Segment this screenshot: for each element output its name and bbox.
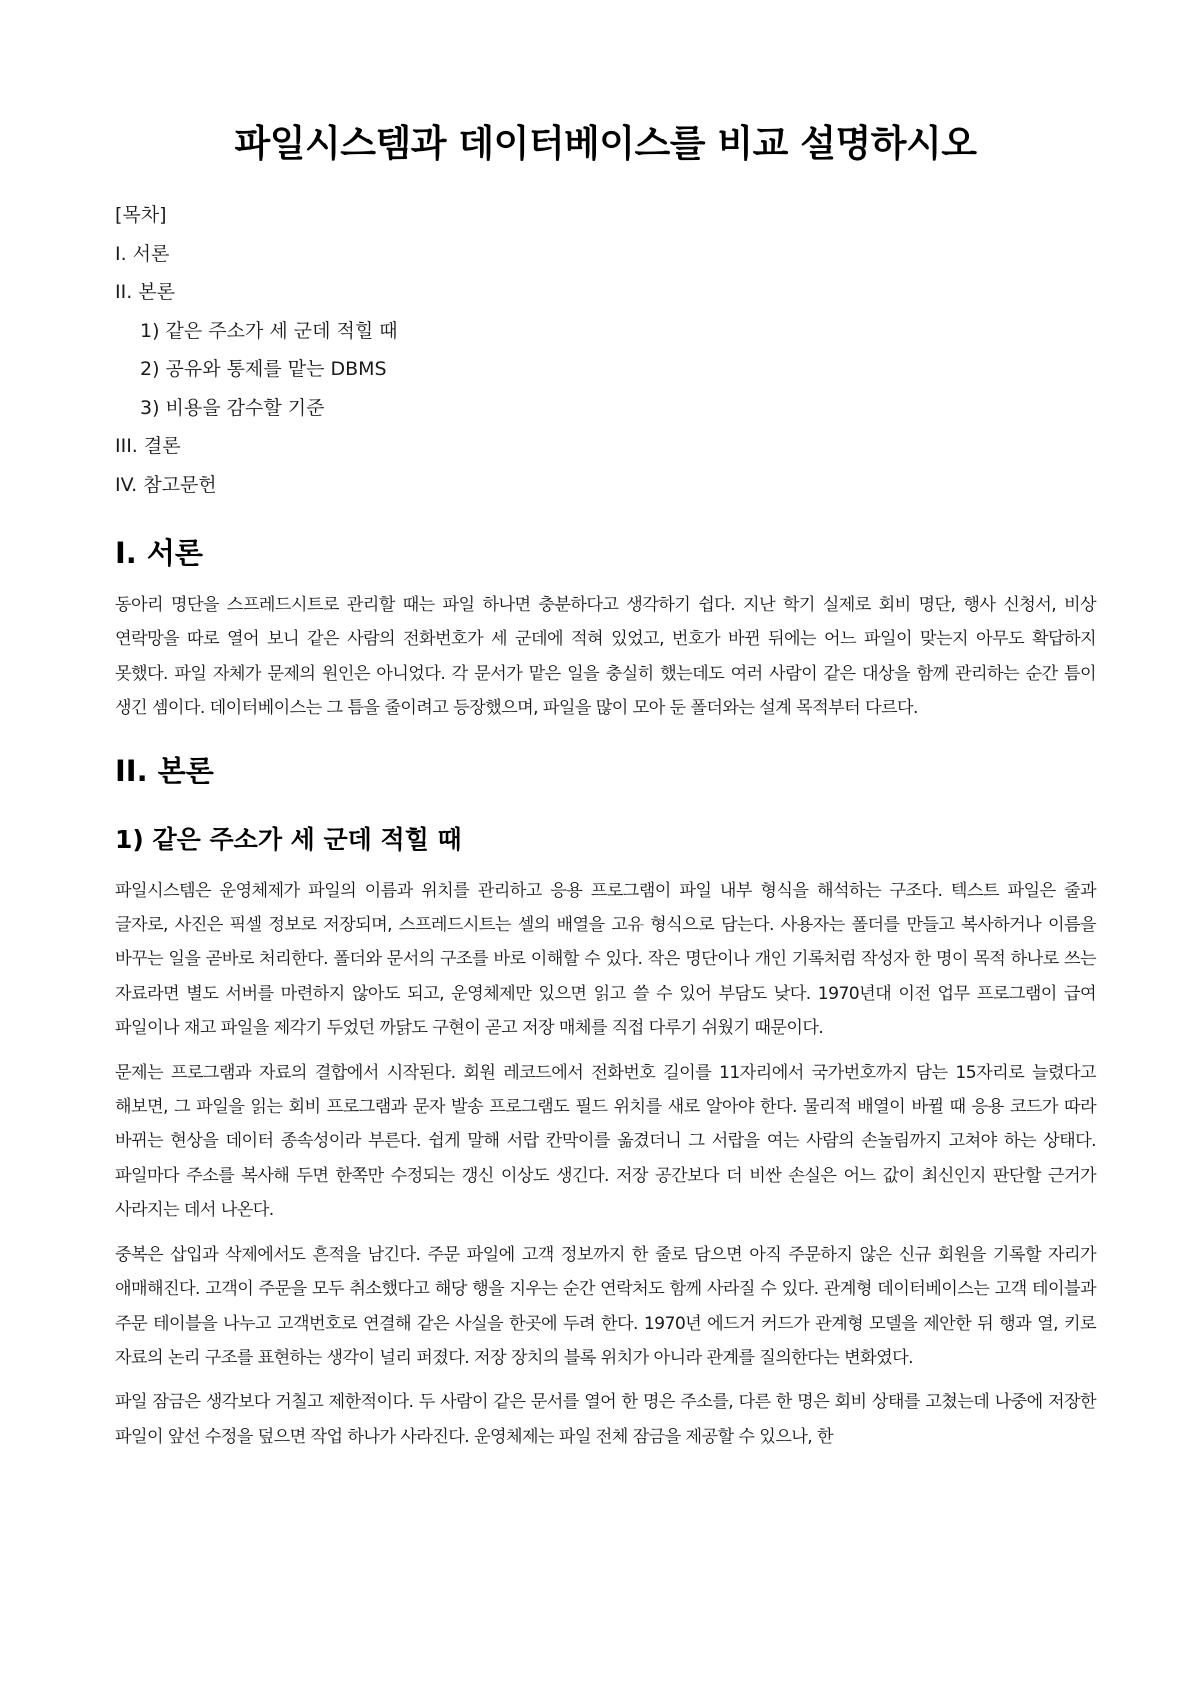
- toc-item-body-1: 1) 같은 주소가 세 군데 적힐 때: [140, 319, 398, 342]
- section-heading-intro: I. 서론: [115, 536, 203, 570]
- toc-item-references: IV. 참고문헌: [115, 473, 217, 496]
- section-body: [115, 748, 1096, 1455]
- toc-heading: [목차]: [115, 204, 167, 226]
- table-of-contents: [115, 196, 1096, 504]
- body-paragraph: 파일 잠금은 생각보다 거칠고 제한적이다. 두 사람이 같은 문서를 열어 한 명은 주소를, 다른 한 명은 회비 상태를 고쳤는데 나중에 저장한 파일이 앞선 수정을 덮으면 작업 하나가 사라진다. 운영체제는 파일 전체 잠금을 제공할 수 있으나, 한: [115, 1392, 1096, 1447]
- toc-item-body-2: 2) 공유와 통제를 맡는 DBMS: [140, 358, 387, 380]
- subsection-heading-1: 1) 같은 주소가 세 군데 적힐 때: [115, 824, 462, 854]
- toc-item-body-3: 3) 비용을 감수할 기준: [140, 396, 325, 419]
- intro-paragraph: 동아리 명단을 스프레드시트로 관리할 때는 파일 하나면 충분하다고 생각하기 쉽다. 지난 학기 실제로 회비 명단, 행사 신청서, 비상 연락망을 따로 열어 보니 같은 사람의 전화번호가 세 군데에 적혀 있었고, 번호가 바뀐 뒤에는 어느 파일이 맞는지 아무도 확답하지 못했다. 파일 자체가 문제의 원인은 아니었다. 각 문서가 맡은 일을 충실히 했는데도 여러 사람이 같은 대상을 함께 관리하는 순간 틈이 생긴 셈이다. 데이터베이스는 그 틈을 줄이려고 등장했으며, 파일을 많이 모아 둔 폴더와는 설계 목적부터 다르다.: [115, 595, 1096, 719]
- body-paragraph: 파일시스템은 운영체제가 파일의 이름과 위치를 관리하고 응용 프로그램이 파일 내부 형식을 해석하는 구조다. 텍스트 파일은 줄과 글자로, 사진은 픽셀 정보로 저장되며, 스프레드시트는 셀의 배열을 고유 형식으로 담는다. 사용자는 폴더를 만들고 복사하거나 이름을 바꾸는 일을 곧바로 처리한다. 폴더와 문서의 구조를 바로 이해할 수 있다. 작은 명단이나 개인 기록처럼 작성자 한 명이 목적 하나로 쓰는 자료라면 별도 서버를 마련하지 않아도 되고, 운영체제만 있으면 읽고 쓸 수 있어 부담도 낮다. 1970년대 이전 업무 프로그램이 급여 파일이나 재고 파일을 제각기 두었던 까닭도 구현이 곧고 저장 매체를 직접 다루기 쉬웠기 때문이다.: [115, 880, 1096, 1039]
- toc-item-intro: I. 서론: [115, 242, 170, 265]
- section-heading-body: II. 본론: [115, 753, 214, 788]
- toc-item-conclusion: III. 결론: [115, 435, 181, 457]
- body-paragraph: 문제는 프로그램과 자료의 결합에서 시작된다. 회원 레코드에서 전화번호 길이를 11자리에서 국가번호까지 담는 15자리로 늘렸다고 해보면, 그 파일을 읽는 회비 프로그램과 문자 발송 프로그램도 필드 위치를 새로 알아야 한다. 물리적 배열이 바뀔 때 응용 코드가 따라 바뀌는 현상을 데이터 종속성이라 부른다. 쉽게 말해 서랍 칸막이를 옮겼더니 그 서랍을 여는 사람의 손놀림까지 고쳐야 하는 상태다. 파일마다 주소를 복사해 두면 한쪽만 수정되는 갱신 이상도 생긴다. 저장 공간보다 더 비싼 손실은 어느 값이 최신인지 판단할 근거가 사라지는 데서 나온다.: [115, 1062, 1096, 1221]
- body-paragraph: 중복은 삽입과 삭제에서도 흔적을 남긴다. 주문 파일에 고객 정보까지 한 줄로 담으면 아직 주문하지 않은 신규 회원을 기록할 자리가 애매해진다. 고객이 주문을 모두 취소했다고 해당 행을 지우는 순간 연락처도 함께 사라질 수 있다. 관계형 데이터베이스는 고객 테이블과 주문 테이블을 나누고 고객번호로 연결해 같은 사실을 한곳에 두려 한다. 1970년 에드거 커드가 관계형 모델을 제안한 뒤 행과 열, 키로 자료의 논리 구조를 표현하는 생각이 널리 퍼졌다. 저장 장치의 블록 위치가 아니라 관계를 질의한다는 변화였다.: [115, 1244, 1096, 1368]
- toc-item-body: II. 본론: [115, 281, 175, 303]
- document-title: 파일시스템과 데이터베이스를 비교 설명하시오: [234, 122, 977, 165]
- section-intro: [115, 530, 1096, 726]
